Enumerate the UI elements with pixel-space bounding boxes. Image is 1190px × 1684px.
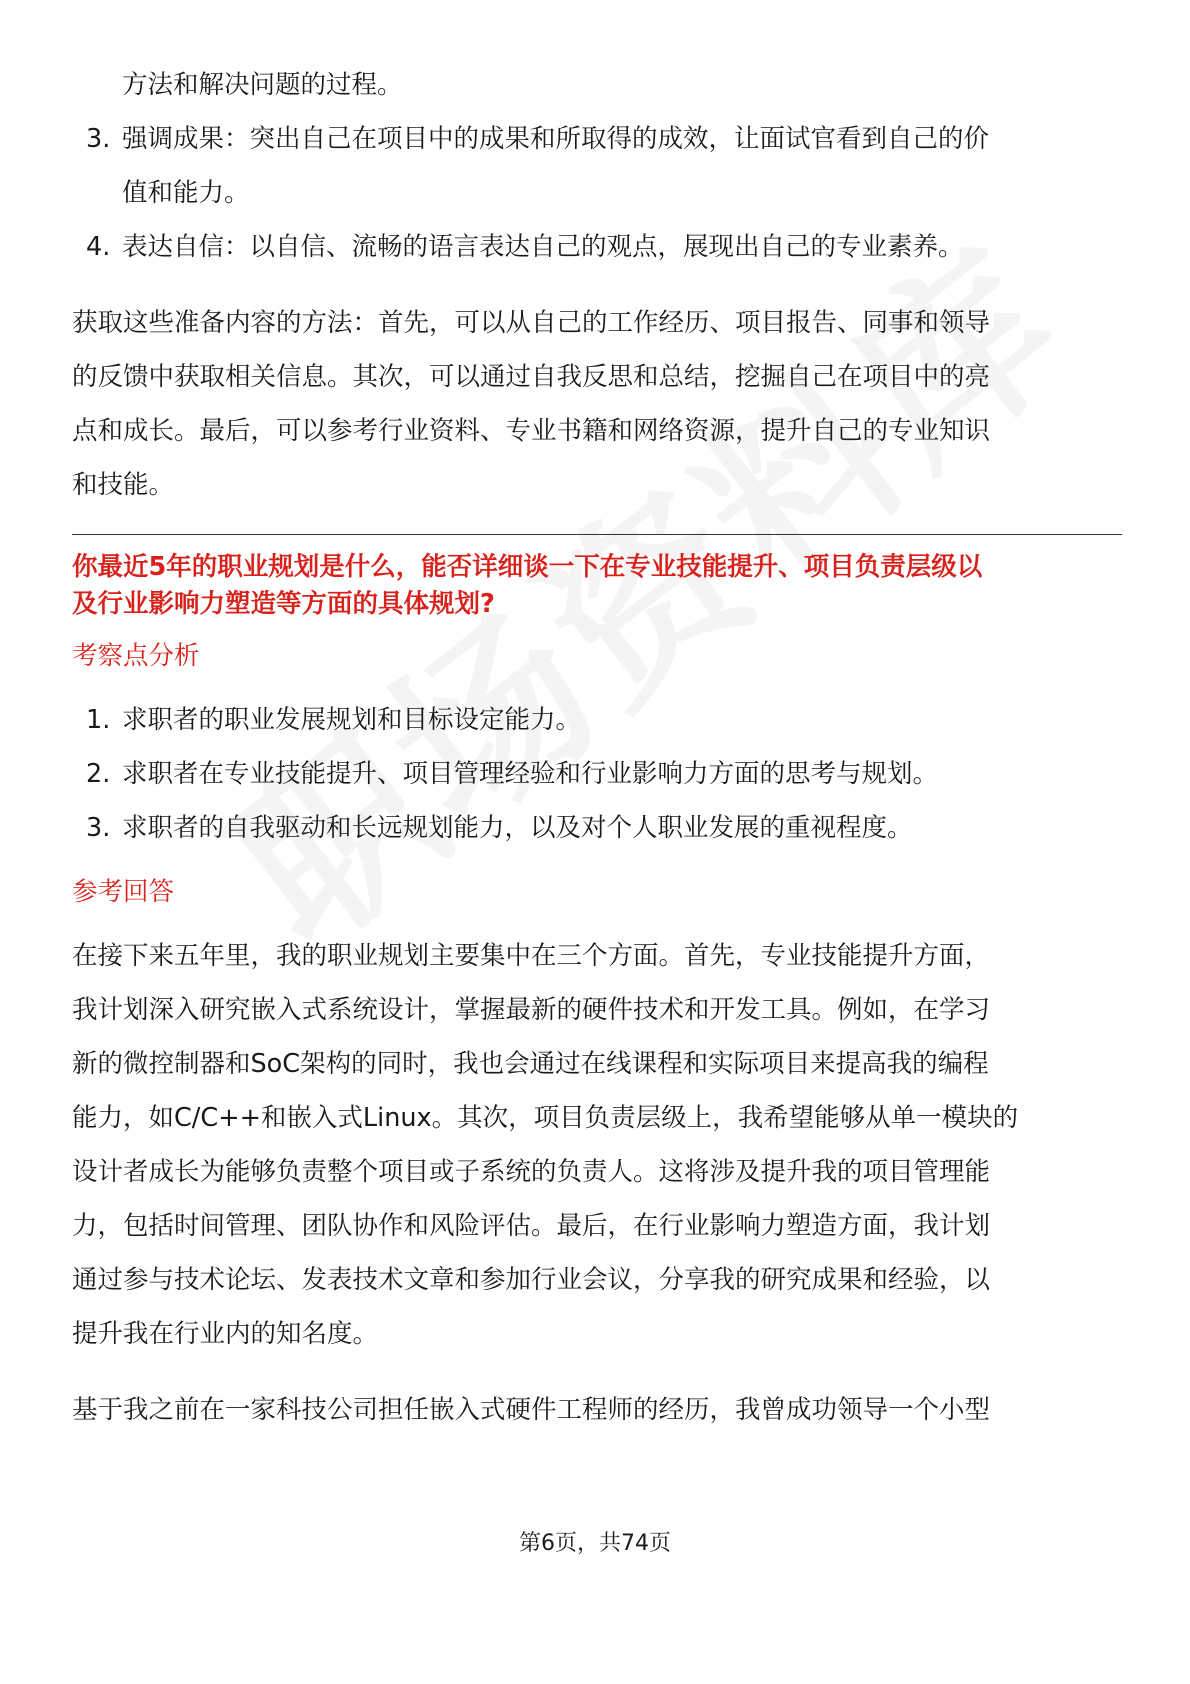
list-item-text: 表达自信：以自信、流畅的语言表达自己的观点，展现出自己的专业素养。 [122,232,964,262]
answer-heading: 参考回答 [72,877,175,907]
page-content [72,58,1122,1437]
list-item-number: 3. [86,124,111,154]
list-item [72,693,1122,747]
section-divider [72,534,1122,535]
question-line: 及行业影响力塑造等方面的具体规划? [72,589,495,619]
list-item-text: 值和能力。 [122,178,250,208]
question-line: 你最近5年的职业规划是什么，能否详细谈一下在专业技能提升、项目负责层级以 [72,552,983,582]
list-item-wrap [72,166,1122,220]
list-item-number: 1. [86,705,111,735]
answer-paragraph [72,1383,1122,1437]
paragraph-line: 力，包括时间管理、团队协作和风险评估。最后，在行业影响力塑造方面，我计划 [72,1211,991,1241]
paragraph-line: 提升我在行业内的知名度。 [72,1319,379,1349]
paragraph-line: 点和成长。最后，可以参考行业资料、专业书籍和网络资源，提升自己的专业知识 [72,416,991,446]
list-item [72,112,1122,166]
paragraph-line: 设计者成长为能够负责整个项目或子系统的负责人。这将涉及提升我的项目管理能 [72,1157,991,1187]
page-number-footer: 第6页，共74页 [519,1531,671,1556]
list-item [72,747,1122,801]
list-item-number: 4. [86,232,111,262]
list-item-text: 求职者在专业技能提升、项目管理经验和行业影响力方面的思考与规划。 [122,759,939,789]
paragraph-line: 获取这些准备内容的方法：首先，可以从自己的工作经历、项目报告、同事和领导 [72,308,991,338]
list-item [72,220,1122,274]
paragraph-line: 通过参与技术论坛、发表技术文章和参加行业会议，分享我的研究成果和经验，以 [72,1265,991,1295]
list-item-text: 方法和解决问题的过程。 [122,70,403,100]
paragraph-line: 我计划深入研究嵌入式系统设计，掌握最新的硬件技术和开发工具。例如，在学习 [72,995,991,1025]
paragraph-line: 能力，如C/C++和嵌入式Linux。其次，项目负责层级上，我希望能够从单一模块的 [72,1103,1019,1133]
paragraph-line: 和技能。 [72,470,175,500]
list-item-text: 求职者的职业发展规划和目标设定能力。 [122,705,582,735]
analysis-heading: 考察点分析 [72,641,200,671]
analysis-list [72,693,1122,855]
method-paragraph [72,296,1122,512]
list-item-continuation [72,58,1122,112]
list-item-text: 求职者的自我驱动和长远规划能力，以及对个人职业发展的重视程度。 [122,813,913,843]
interview-question [72,549,1122,623]
list-item-number: 2. [86,759,111,789]
paragraph-line: 的反馈中获取相关信息。其次，可以通过自我反思和总结，挖掘自己在项目中的亮 [72,362,991,392]
list-item-number: 3. [86,813,111,843]
paragraph-line: 基于我之前在一家科技公司担任嵌入式硬件工程师的经历，我曾成功领导一个小型 [72,1395,991,1425]
paragraph-line: 新的微控制器和SoC架构的同时，我也会通过在线课程和实际项目来提高我的编程 [72,1049,989,1079]
list-item-text: 强调成果：突出自己在项目中的成果和所取得的成效，让面试官看到自己的价 [122,124,990,154]
paragraph-line: 在接下来五年里，我的职业规划主要集中在三个方面。首先，专业技能提升方面， [72,941,991,971]
answer-paragraph [72,929,1122,1361]
list-item [72,801,1122,855]
